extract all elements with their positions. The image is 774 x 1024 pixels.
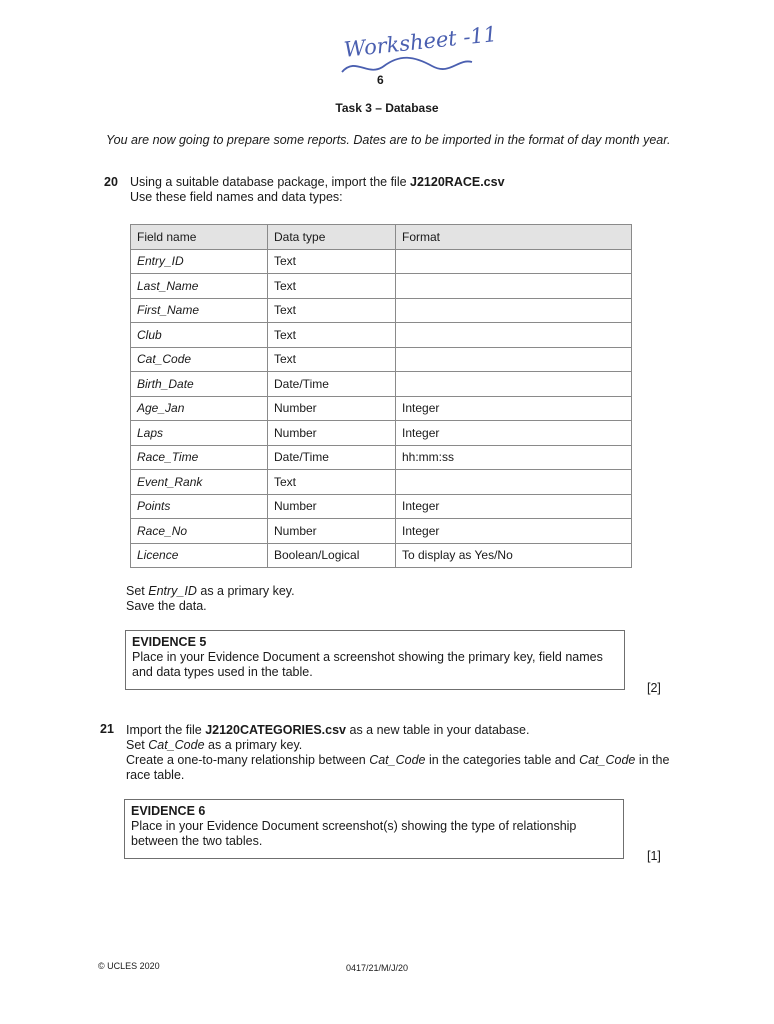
format-cell: Integer xyxy=(396,494,632,519)
format-cell xyxy=(396,470,632,495)
format-cell xyxy=(396,298,632,323)
field-name-cell: Cat_Code xyxy=(131,347,268,372)
data-type-cell: Text xyxy=(268,323,396,348)
svg-text:Worksheet -11: Worksheet -11 xyxy=(342,21,499,62)
data-type-cell: Date/Time xyxy=(268,372,396,397)
field-name-cell: Event_Rank xyxy=(131,470,268,495)
evidence-6-text: Place in your Evidence Document screenshot(s) showing the type of relationship between the two tables. xyxy=(131,819,577,848)
marks-q21: [1] xyxy=(647,849,661,863)
table-header-cell: Format xyxy=(396,225,632,250)
question-number-20: 20 xyxy=(104,175,118,189)
table-row xyxy=(131,347,632,372)
format-cell xyxy=(396,323,632,348)
format-cell: Integer xyxy=(396,421,632,446)
data-type-cell: Number xyxy=(268,519,396,544)
table-row xyxy=(131,494,632,519)
evidence-6-box xyxy=(124,799,624,859)
field-name-cell: Licence xyxy=(131,543,268,568)
field-name-cell: First_Name xyxy=(131,298,268,323)
field-name-cell: Age_Jan xyxy=(131,396,268,421)
data-type-cell: Text xyxy=(268,347,396,372)
evidence-5-text: Place in your Evidence Document a screenshot showing the primary key, field names and data types used in the table. xyxy=(132,650,603,679)
format-cell xyxy=(396,274,632,299)
table-row xyxy=(131,298,632,323)
table-row xyxy=(131,543,632,568)
field-name-cell: Points xyxy=(131,494,268,519)
data-type-cell: Number xyxy=(268,494,396,519)
table-row xyxy=(131,519,632,544)
evidence-5-box xyxy=(125,630,625,690)
format-cell: Integer xyxy=(396,396,632,421)
table-header-cell: Field name xyxy=(131,225,268,250)
question-20-text: Using a suitable database package, import the file J2120RACE.csv Use these field names and data types: xyxy=(130,175,505,204)
footer-paper-code: 0417/21/M/J/20 xyxy=(346,963,409,973)
format-cell xyxy=(396,372,632,397)
format-cell xyxy=(396,249,632,274)
data-type-cell: Text xyxy=(268,470,396,495)
table-row xyxy=(131,421,632,446)
format-cell xyxy=(396,347,632,372)
table-row xyxy=(131,249,632,274)
marks-q20: [2] xyxy=(647,681,661,695)
table-row xyxy=(131,274,632,299)
table-row xyxy=(131,323,632,348)
table-row xyxy=(131,445,632,470)
field-name-cell: Birth_Date xyxy=(131,372,268,397)
table-row xyxy=(131,470,632,495)
handwritten-worksheet-note xyxy=(340,21,499,82)
task-title: Task 3 – Database xyxy=(335,101,439,115)
format-cell: Integer xyxy=(396,519,632,544)
data-type-cell: Text xyxy=(268,249,396,274)
evidence-5-title: EVIDENCE 5 xyxy=(132,635,207,649)
evidence-6-title: EVIDENCE 6 xyxy=(131,804,206,818)
data-type-cell: Text xyxy=(268,298,396,323)
format-cell: hh:mm:ss xyxy=(396,445,632,470)
footer-copyright: © UCLES 2020 xyxy=(98,961,160,971)
table-header-row xyxy=(131,225,632,250)
question-21-text: Import the file J2120CATEGORIES.csv as a new table in your database. Set Cat_Code as a primary key. Create a one-to-many relationship between Cat_Code in the categories table and Cat_Code in the race table. xyxy=(126,723,670,782)
field-name-cell: Last_Name xyxy=(131,274,268,299)
table-row xyxy=(131,372,632,397)
field-name-cell: Race_Time xyxy=(131,445,268,470)
primary-key-instruction: Set Entry_ID as a primary key. Save the data. xyxy=(126,584,295,613)
intro-text: You are now going to prepare some reports. Dates are to be imported in the format of day month year. xyxy=(106,133,671,147)
data-type-cell: Text xyxy=(268,274,396,299)
field-name-cell: Laps xyxy=(131,421,268,446)
data-type-cell: Number xyxy=(268,396,396,421)
format-cell: To display as Yes/No xyxy=(396,543,632,568)
data-type-cell: Date/Time xyxy=(268,445,396,470)
table-body xyxy=(131,249,632,568)
field-name-cell: Entry_ID xyxy=(131,249,268,274)
data-type-cell: Number xyxy=(268,421,396,446)
field-definition-table xyxy=(130,224,632,568)
page-number: 6 xyxy=(377,73,384,87)
table-row xyxy=(131,396,632,421)
table-header-cell: Data type xyxy=(268,225,396,250)
data-type-cell: Boolean/Logical xyxy=(268,543,396,568)
field-name-cell: Race_No xyxy=(131,519,268,544)
field-name-cell: Club xyxy=(131,323,268,348)
question-number-21: 21 xyxy=(100,722,114,736)
